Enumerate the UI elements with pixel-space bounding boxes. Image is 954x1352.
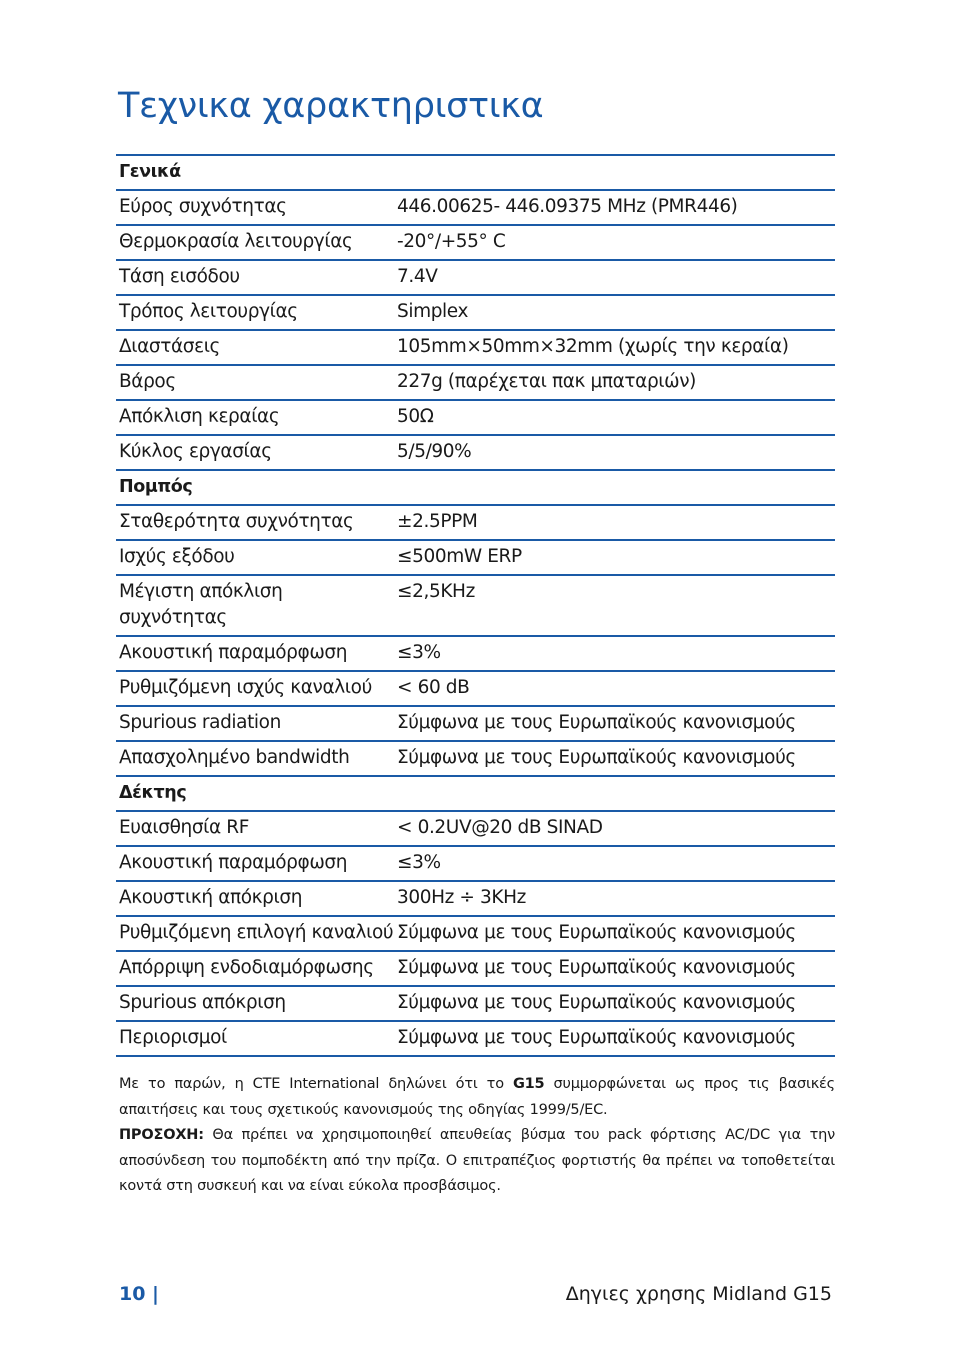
spec-value: 300Hz ÷ 3KHz <box>394 881 835 916</box>
spec-value: Σύμφωνα με τους Ευρωπαϊκούς κανονισμούς <box>394 916 835 951</box>
spec-value: Σύμφωνα με τους Ευρωπαϊκούς κανονισμούς <box>394 1021 835 1056</box>
spec-row <box>116 951 835 986</box>
section-title: Πομπός <box>116 470 835 505</box>
spec-value: ±2.5PPM <box>394 505 835 540</box>
spec-row <box>116 1021 835 1056</box>
spec-label: Μέγιστη απόκλιση συχνότητας <box>116 575 394 636</box>
spec-label: Θερμοκρασία λειτουργίας <box>116 225 394 260</box>
spec-row <box>116 636 835 671</box>
spec-value: Σύμφωνα με τους Ευρωπαϊκούς κανονισμούς <box>394 986 835 1021</box>
spec-label: Περιορισμοί <box>116 1021 394 1056</box>
section-header-row <box>116 470 835 505</box>
page-number: 10 | <box>119 1283 159 1305</box>
spec-value: ≤2,5KHz <box>394 575 835 636</box>
spec-row <box>116 706 835 741</box>
warning-paragraph <box>119 1123 835 1200</box>
spec-label: Κύκλος εργασίας <box>116 435 394 470</box>
spec-label: Τρόπος λειτουργίας <box>116 295 394 330</box>
spec-value: ≤500mW ERP <box>394 540 835 575</box>
specifications-table-body <box>116 155 835 1056</box>
spec-value: 446.00625- 446.09375 MHz (PMR446) <box>394 190 835 225</box>
spec-row <box>116 741 835 776</box>
spec-row <box>116 916 835 951</box>
spec-value: ≤3% <box>394 846 835 881</box>
spec-row <box>116 811 835 846</box>
spec-row <box>116 575 835 636</box>
spec-value: Σύμφωνα με τους Ευρωπαϊκούς κανονισμούς <box>394 706 835 741</box>
spec-value: -20°/+55° C <box>394 225 835 260</box>
spec-value: Σύμφωνα με τους Ευρωπαϊκούς κανονισμούς <box>394 741 835 776</box>
spec-label: Spurious radiation <box>116 706 394 741</box>
spec-value: < 60 dB <box>394 671 835 706</box>
spec-row <box>116 540 835 575</box>
spec-label: Εύρος συχνότητας <box>116 190 394 225</box>
spec-label: Ακουστική παραμόρφωση <box>116 636 394 671</box>
spec-label: Ισχύς εξόδου <box>116 540 394 575</box>
spec-label: Ακουστική απόκριση <box>116 881 394 916</box>
spec-value: 227g (παρέχεται πακ μπαταριών) <box>394 365 835 400</box>
spec-value: 5/5/90% <box>394 435 835 470</box>
spec-label: Ακουστική παραμόρφωση <box>116 846 394 881</box>
spec-label: Απασχολημένο bandwidth <box>116 741 394 776</box>
section-header-row <box>116 776 835 811</box>
spec-label: Διαστάσεις <box>116 330 394 365</box>
spec-row <box>116 671 835 706</box>
spec-label: Ρυθμιζόμενη επιλογή καναλιού <box>116 916 394 951</box>
section-header-row <box>116 155 835 190</box>
notes-block <box>119 1072 835 1200</box>
spec-label: Spurious απόκριση <box>116 986 394 1021</box>
spec-row <box>116 881 835 916</box>
spec-row <box>116 365 835 400</box>
spec-value: 50Ω <box>394 400 835 435</box>
spec-row <box>116 260 835 295</box>
spec-row <box>116 986 835 1021</box>
section-title: Γενικά <box>116 155 835 190</box>
spec-row <box>116 295 835 330</box>
spec-row <box>116 225 835 260</box>
spec-row <box>116 330 835 365</box>
page-title: Τεχνικα χαρακτηριστικα <box>118 86 544 126</box>
spec-label: Απόρριψη ενδοδιαμόρφωσης <box>116 951 394 986</box>
spec-value: 105mm×50mm×32mm (χωρίς την κεραία) <box>394 330 835 365</box>
declaration-text-after: συμμορφώνεται ως προς τις βασικές απαιτήσεις και τους σχετικούς κανονισμούς της οδηγίας 1999/5/EC. <box>119 1076 835 1118</box>
declaration-paragraph <box>119 1072 835 1123</box>
spec-value: Σύμφωνα με τους Ευρωπαϊκούς κανονισμούς <box>394 951 835 986</box>
warning-text: Θα πρέπει να χρησιμοποιηθεί απευθείας βύσμα του pack φόρτισης AC/DC για την αποσύνδεση του πομποδέκτη από την πρίζα. Ο επιτραπέζιος φορτιστής θα πρέπει να τοποθετείται κοντά στη συσκευή και να είναι εύκολα προσβάσιμος. <box>119 1127 835 1194</box>
spec-label: Ευαισθησία RF <box>116 811 394 846</box>
section-title: Δέκτης <box>116 776 835 811</box>
spec-label: Σταθερότητα συχνότητας <box>116 505 394 540</box>
spec-value: < 0.2UV@20 dB SINAD <box>394 811 835 846</box>
spec-row <box>116 505 835 540</box>
spec-label: Απόκλιση κεραίας <box>116 400 394 435</box>
spec-row <box>116 400 835 435</box>
declaration-text-before: Με το παρών, η CTE International δηλώνει ότι το <box>119 1076 513 1092</box>
warning-label: ΠΡΟΣΟΧΗ: <box>119 1127 204 1143</box>
spec-value: ≤3% <box>394 636 835 671</box>
spec-label: Τάση εισόδου <box>116 260 394 295</box>
spec-value: 7.4V <box>394 260 835 295</box>
spec-row <box>116 846 835 881</box>
spec-row <box>116 190 835 225</box>
spec-row <box>116 435 835 470</box>
declaration-model: G15 <box>512 1076 545 1092</box>
spec-label: Βάρος <box>116 365 394 400</box>
manual-title: Δηγιες χρησης Midland G15 <box>565 1283 832 1305</box>
spec-label: Ρυθμιζόμενη ισχύς καναλιού <box>116 671 394 706</box>
spec-value: Simplex <box>394 295 835 330</box>
specifications-table <box>116 154 835 1057</box>
